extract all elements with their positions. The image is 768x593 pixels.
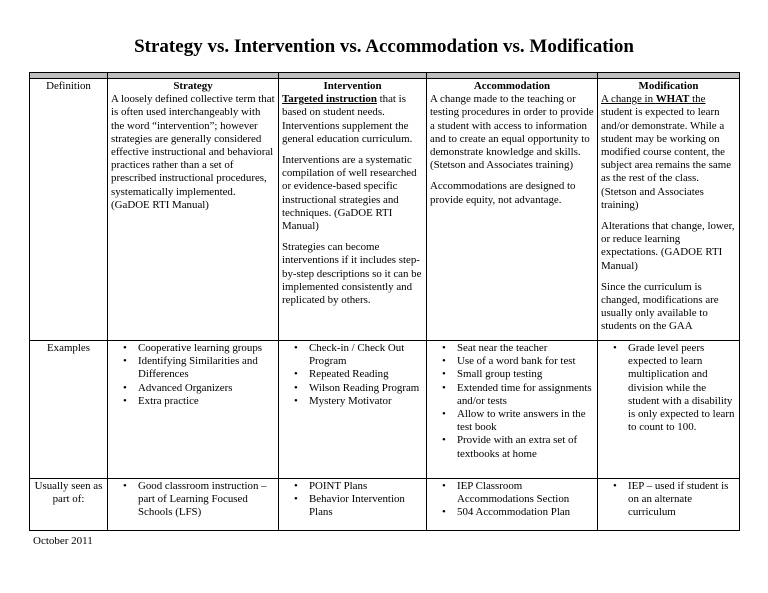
accommodation-examples-list [430, 342, 594, 461]
intervention-definition-p2: Interventions are a systematic compilation of well researched or evidence-based specific instructional strategies and techniques. (GaDOE RTI Manual) [282, 154, 417, 233]
modification-examples-list [601, 342, 736, 434]
modification-definition-p2: Alterations that change, lower, or reduce learning expectations. (GADOE RTI Manual) [601, 220, 735, 272]
list-item: • Behavior Intervention Plans [309, 493, 423, 519]
modification-usually-list [601, 480, 736, 520]
intervention-usually-cell [279, 479, 427, 531]
intervention-examples-cell [279, 341, 427, 479]
examples-row [30, 341, 740, 479]
accommodation-definition-p1: A change made to the teaching or testing procedures in order to provide a student with access to information and to create an equal opportunity to demonstrate knowledge and skills. (Stetson and Associates training) [430, 93, 594, 172]
intervention-definition-text: that is based on student needs. Interventions supplement the general education curriculum. [282, 93, 413, 145]
modification-def-what: WHAT [655, 93, 690, 106]
modification-examples-cell [598, 341, 740, 479]
intervention-definition-p3: Strategies can become interventions if it includes step-by-step descriptions so it can be implemented consistently and replicated by others. [282, 241, 422, 307]
row-label-usually-seen: Usually seen as part of: [30, 479, 108, 531]
list-item: • Identifying Similarities and Differences [138, 355, 275, 381]
modification-def-u2: the [689, 93, 706, 106]
list-item: • Good classroom instruction – part of Learning Focused Schools (LFS) [138, 480, 275, 520]
modification-definition-cell [598, 79, 740, 341]
modification-heading: Modification [638, 80, 699, 92]
list-item: • Use of a word bank for test [457, 355, 594, 368]
list-item: • Allow to write answers in the test book [457, 408, 594, 434]
modification-usually-cell [598, 479, 740, 531]
modification-def-underlined [601, 93, 705, 105]
targeted-instruction-term: Targeted instruction [282, 93, 377, 106]
usually-seen-row [30, 479, 740, 531]
strategy-examples-cell [108, 341, 279, 479]
strategy-definition-cell [108, 79, 279, 341]
list-item: • Extra practice [138, 395, 275, 408]
strategy-examples-list [111, 342, 275, 408]
intervention-definition-p1 [282, 93, 423, 146]
intervention-definition-cell [279, 79, 427, 341]
modification-def-u1: A change in [601, 93, 656, 106]
row-label-examples: Examples [30, 341, 108, 479]
strategy-definition: A loosely defined collective term that is often used interchangeably with the word “intervention”; however strategies are generally considered effective instructional and behavioral practices rather than a set of prescribed instructional procedures, systematically implemented. (GaDOE RTI Manual) [111, 93, 275, 211]
accommodation-heading: Accommodation [473, 80, 551, 92]
modification-definition-p3: Since the curriculum is changed, modifications are usually only available to students on the GAA [601, 280, 719, 333]
list-item: • Small group testing [457, 368, 594, 381]
strategy-usually-cell [108, 479, 279, 531]
list-item: • Provide with an extra set of textbooks at home [457, 434, 594, 460]
accommodation-usually-cell [427, 479, 598, 531]
comparison-table [29, 72, 740, 531]
intervention-usually-list [282, 480, 423, 520]
list-item: • POINT Plans [309, 480, 423, 493]
accommodation-definition-cell [427, 79, 598, 341]
modification-def-rest: student is expected to learn and/or demonstrate. While a student may be working on modified course content, the subject area remains the same as the rest of the class. (Stetson and Associates training) [601, 106, 732, 211]
definition-row [30, 79, 740, 341]
list-item: • Cooperative learning groups [138, 342, 275, 355]
accommodation-examples-cell [427, 341, 598, 479]
list-item: • Seat near the teacher [457, 342, 594, 355]
strategy-heading: Strategy [173, 80, 213, 92]
list-item: • Check-in / Check Out Program [309, 342, 423, 368]
intervention-heading: Intervention [323, 80, 382, 92]
footer-date: October 2011 [33, 535, 93, 547]
accommodation-definition-p2: Accommodations are designed to provide equity, not advantage. [430, 180, 576, 206]
list-item: • 504 Accommodation Plan [457, 506, 594, 519]
list-item: • Wilson Reading Program [309, 382, 423, 395]
list-item: • Advanced Organizers [138, 382, 275, 395]
document-title: Strategy vs. Intervention vs. Accommodation vs. Modification [134, 36, 634, 57]
list-item: • IEP – used if student is on an alternate curriculum [628, 480, 736, 520]
list-item: • Grade level peers expected to learn multiplication and division while the student with a disability is only expected to learn to count to 100. [628, 342, 736, 434]
strategy-usually-list [111, 480, 275, 520]
intervention-examples-list [282, 342, 423, 408]
accommodation-usually-list [430, 480, 594, 520]
list-item: • Repeated Reading [309, 368, 423, 381]
modification-definition-p1 [601, 93, 736, 212]
list-item: • Extended time for assignments and/or tests [457, 382, 594, 408]
list-item: • Mystery Motivator [309, 395, 423, 408]
row-label-definition: Definition [30, 79, 108, 341]
list-item: • IEP Classroom Accommodations Section [457, 480, 594, 506]
